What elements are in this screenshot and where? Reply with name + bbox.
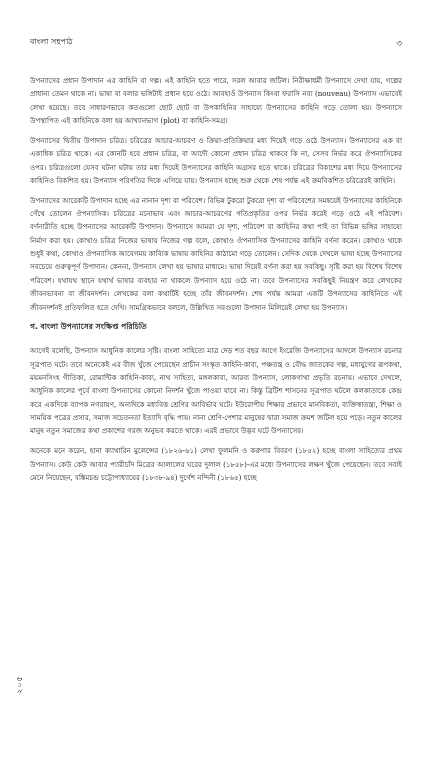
section-heading: গ. বাংলা উপন্যাসের সংক্ষিপ্ত পরিচিতি	[30, 322, 147, 332]
running-title: বাংলা সহপাঠ	[30, 37, 73, 46]
paragraph-history: আগেই বলেছি, উপন্যাস আধুনিক কালের সৃষ্টি। বাংলা সাহিত্যে মাত্র দেড় শত বছর আগে ইংরেজি উপন্যাসের আদলে উপন্যাস রচনার সূত্রপাত ঘটে। তবে অনেকেই এর বীজ খুঁজে পেয়েছেন প্রাচীন সংস্কৃত কাহিনি-কাব্য, পঞ্চতন্ত্র ও বৌদ্ধ জাতকের গল্প, মধ্যযুগের রূপকথা, ময়মনসিংহ গীতিকা, রোমান্টিক কাহিনি-কাব্য, নাথ সাহিত্য, মঙ্গলকাব্য, আরব্য উপন্যাস, লোকগাথা প্রভৃতি রচনায়। এভাবে দেখলে, আধুনিক কালের পূর্বে বাংলা উপন্যাসের কোনো নিদর্শন খুঁজে পাওয়া যাবে না। কিন্তু ব্রিটিশ শাসনের সূত্রপাত ঘটলে কলকাতাকে কেন্দ্র করে একদিকে ব্যাপক নগরায়ণ, অন্যদিকে মধ্যবিত্ত শ্রেণির আবির্ভাব ঘটে। ইউরোপীয় শিক্ষার প্রভাবে মানবিকতা, ব্যক্তিস্বাতন্ত্র্য, শিক্ষা ও সাময়িক পত্রের প্রসার, সমাজ সচেতনতা ইত্যাদি বৃদ্ধি পায়। নানা শ্রেণি-পেশার মানুষের দ্বারা সমাজ ক্রমশ জটিল হয়ে পড়ে। নতুন কালের মানুষ নতুন সমাজের কথা প্রকাশের গরজ অনুভব করতে থাকে। এরই প্রভাবে উদ্ভব ঘটে উপন্যাসের।	[30, 346, 402, 436]
page-body	[30, 74, 402, 491]
side-page-number: ২০৫	[15, 675, 24, 694]
paragraph-plot: উপন্যাসের প্রধান উপাদান এর কাহিনি বা গল্প। এই কাহিনি হতে পারে, সরল আবার জটিল। নিরীক্ষাধর্মী উপন্যাসে দেখা যায়, গল্পের প্রাধান্য তেমন থাকে না। ভাষা বা বলার ভঙ্গিটাই প্রধান হয়ে ওঠে। আবহাওঁ উপন্যাস কিংবা ফরাসি নব্য (nouveau) উপন্যাস এভাবেই লেখা হয়েছে। তবে সাধারণভাবে কতগুলো ছোট ছোট বা উপকাহিনির সাহায্যে উপন্যাসের কাহিনি গড়ে তোলা হয়। উপন্যাসে উপস্থাপিত এই কাহিনিকে বলা হয় আখ্যানভাগ (plot) বা কাহিনি-সমগ্র।	[30, 76, 402, 126]
paragraph-setting-language: উপন্যাসের আরেকটি উপাদান হচ্ছে এর নানান দৃশ্য বা পরিবেশ। বিভিন্ন টুকরো টুকরো দৃশ্য বা পরিবেশের সমন্বয়েই উপন্যাসের কাহিনিকে গেঁথে তোলেন ঔপন্যাসিক। চরিত্রের মনোভাব এবং আচার-আচরণের গতিপ্রকৃতির ওপর নির্ভর করেই গড়ে ওঠে এই পরিবেশ। বর্ণনারীতি হচ্ছে উপন্যাসের আরেকটি উপাদান। উপন্যাসে আমরা যে দৃশ্য, পরিবেশ বা কাহিনির কথা পাই তা বিভিন্ন ভঙ্গির সাহায্যে নির্মাণ করা হয়। কোথাও চরিত্র নিজের ভাষায় নিজের গল্প বলে, কোথাও ঔপন্যাসিক উপন্যাসের কাহিনি বর্ণনা করেন। কোথাও থাকে শুধুই কথা, কোথাও ঔপন্যাসিক আবেগময় কাব্যিক ভাষায় কাহিনির কাঠামো গড়ে তোলেন। সেদিক থেকে দেখলে ভাষা হচ্ছে উপন্যাসের সবচেয়ে গুরুত্বপূর্ণ উপাদান। কেননা, উপন্যাস লেখা হয় ভাষার মাধ্যমে। ভাষা দিয়েই বর্ণনা করা হয় সবকিছু। সৃষ্টি করা হয় বিশেষ বিশেষ পরিবেশ। যথাযথ স্থানে যথার্থ ভাষার ব্যবহার না থাকলে উপন্যাস হয়ে ওঠে না। তবে উপন্যাসের সবকিছুই নিয়ন্ত্রণ করে লেখকের জীবনভাবনা বা জীবনদর্শন। লেখকের বলা কথাটিই হচ্ছে তাঁর জীবনদর্শন। শেষ পর্যন্ত আমরা একটি উপন্যাসের কাহিনিতে এই জীবনদর্শনই প্রতিফলিত হতে দেখি। সামগ্রিকভাবে বললে, উল্লিখিত সবগুলো উপাদান মিলিয়েই লেখা হয় উপন্যাস।	[30, 195, 402, 312]
paragraph-character: উপন্যাসের দ্বিতীয় উপাদান চরিত্র। চরিত্রের আচার-আচরণ ও ক্রিয়া-প্রতিক্রিয়ার মধ্য দিয়েই গড়ে ওঠে উপন্যাস। উপন্যাসের এক বা একাধিক চরিত্র থাকে। এর কোনটি হবে প্রধান চরিত্র, বা আদৌ কোনো প্রধান চরিত্র থাকবে কি না, সেসব নির্ভর করে ঔপন্যাসিকের ওপর। চরিত্রগুলো যেসব ঘটনা ঘটায় তার মধ্য দিয়েই উপন্যাসের কাহিনি অগ্রসর হতে থাকে। চরিত্রের বিকাশের মধ্য দিয়ে উপন্যাসের কাহিনিও বিকশিত হয়। উপন্যাস পরিণতির দিকে এগিয়ে যায়। উপন্যাস হচ্ছে শুরু থেকে শেষ পর্যন্ত এই ক্রমবিকশিত চরিত্রেরই কাহিনি।	[30, 135, 402, 185]
page-header	[30, 36, 402, 52]
page-number: ৩	[396, 39, 402, 49]
paragraph-first-novel: অনেকে মনে করেন, হানা ক্যাথারিন মুলেন্সের (১৮২৬-৬১) লেখা ফুলমনি ও করুণার বিবরণ (১৮৫২) হচ্ছে বাংলা সাহিত্যের প্রথম উপন্যাস। কেউ কেউ আবার প্যারীচাঁদ মিত্রের আলালের ঘরের দুলাল (১৮৫৮)-এর মধ্যে উপন্যাসের লক্ষণ খুঁজে পেয়েছেন। তবে সবাই মেনে নিয়েছেন, বঙ্কিমচন্দ্র চট্টোপাধ্যায়ের (১৮৩৮-৯৪) দুর্গেশ নন্দিনী (১৮৬৫) হচ্ছে	[30, 446, 402, 482]
